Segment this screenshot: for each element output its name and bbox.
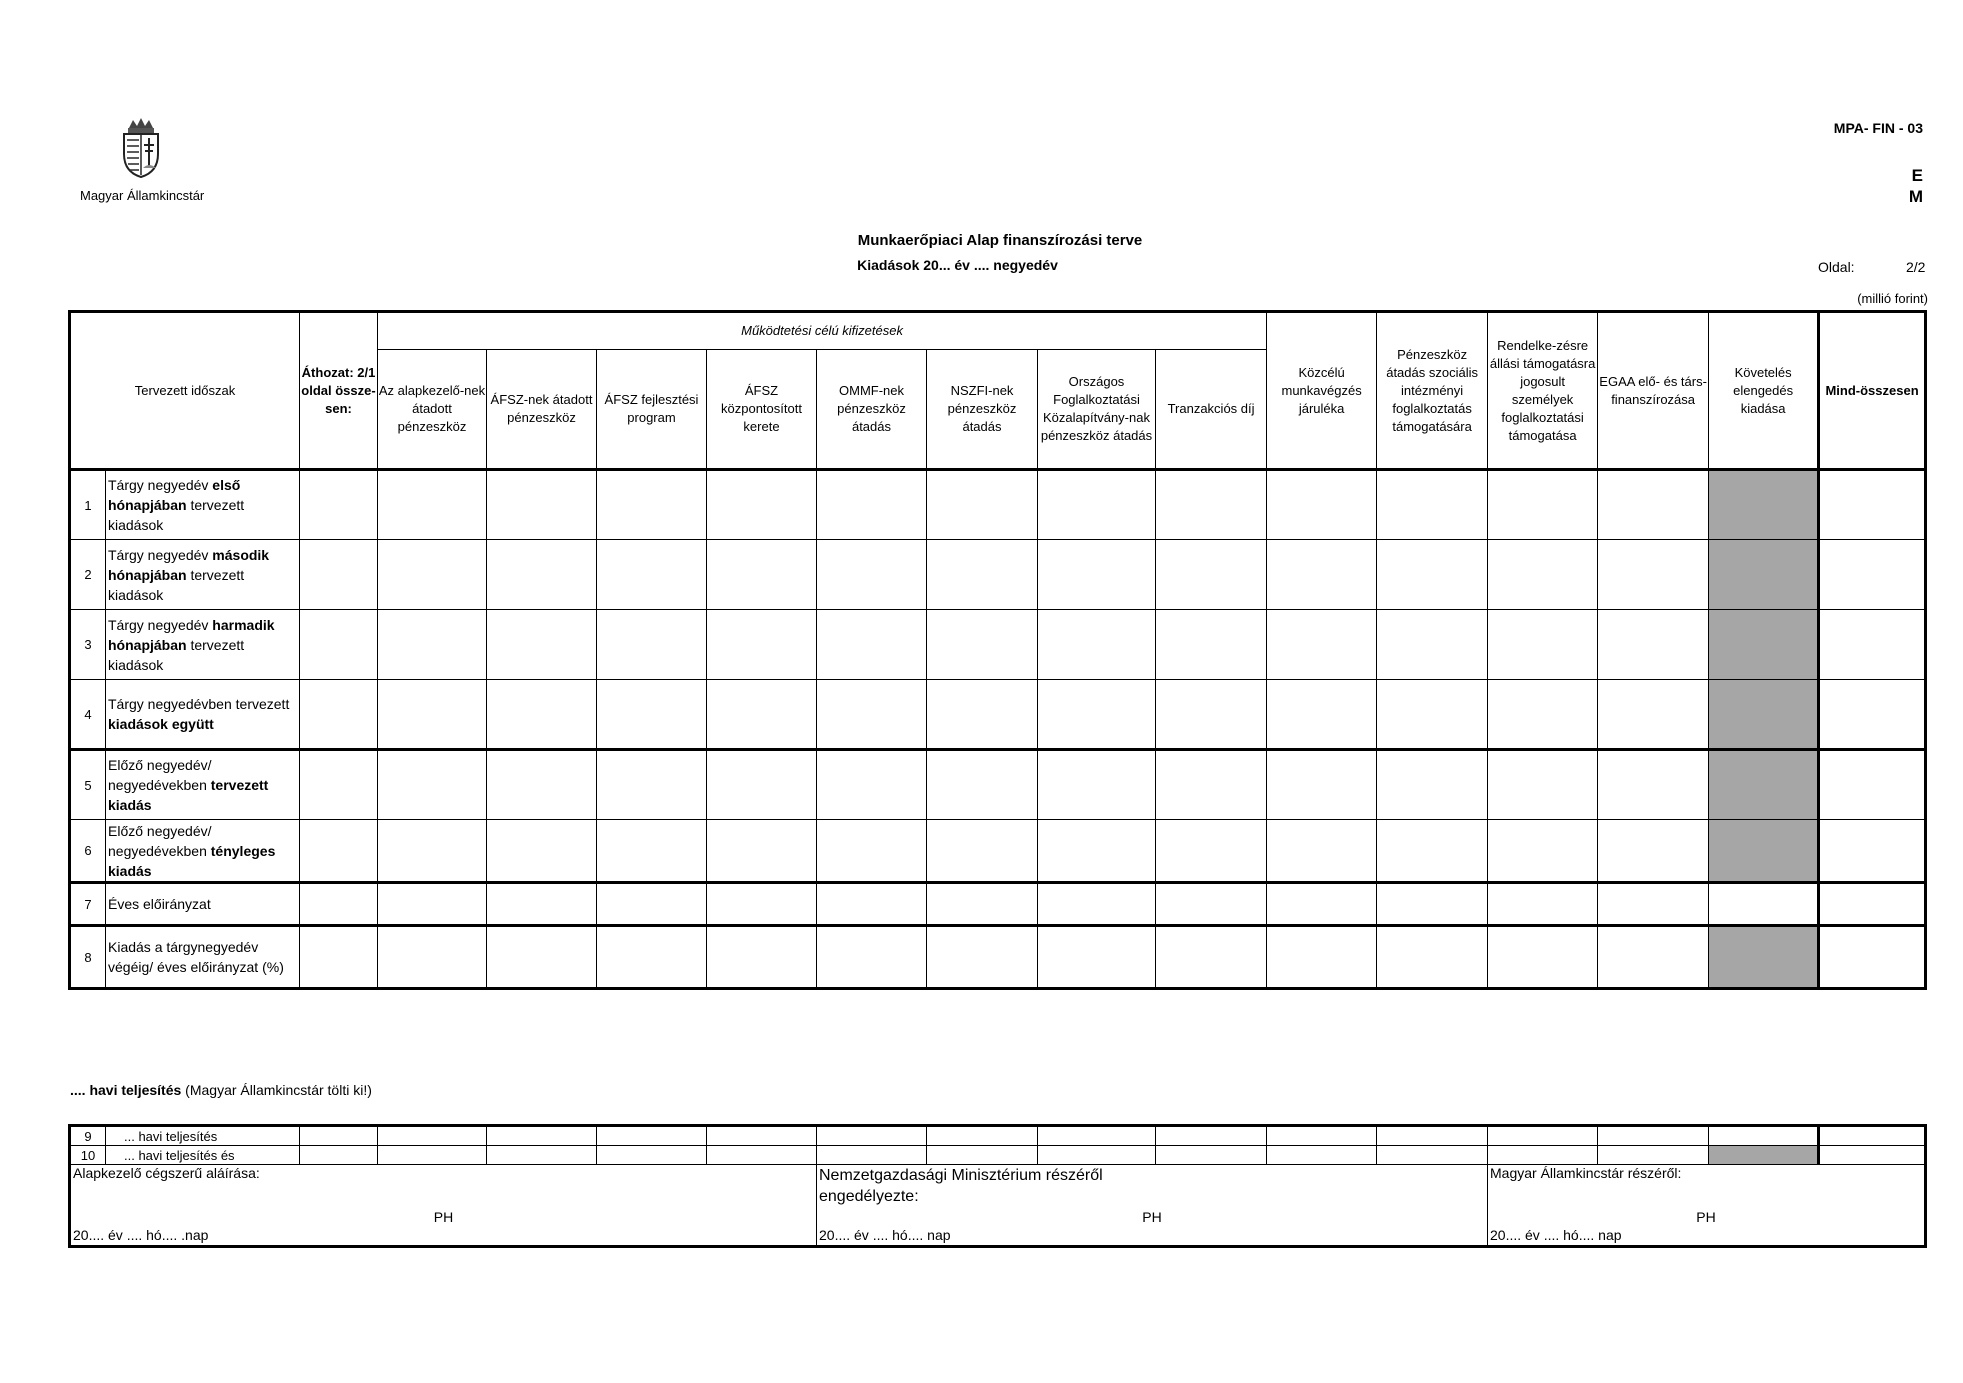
signature-block[interactable]	[70, 1165, 817, 1247]
header-sub-col: ÁFSZ központosított kerete	[707, 350, 817, 470]
document-subtitle: Kiadások 20... év .... negyedév	[857, 257, 1058, 273]
data-cell[interactable]	[487, 680, 597, 750]
row-label	[106, 750, 300, 820]
data-cell[interactable]	[378, 926, 487, 989]
data-cell[interactable]	[487, 750, 597, 820]
header-sub-col: ÁFSZ fejlesztési program	[597, 350, 707, 470]
data-cell[interactable]	[1709, 540, 1819, 610]
data-cell[interactable]	[1819, 820, 1926, 883]
data-cell[interactable]	[707, 820, 817, 883]
row-label	[106, 610, 300, 680]
row-number: 7	[70, 883, 106, 926]
data-cell[interactable]	[707, 1146, 817, 1165]
data-cell[interactable]	[1038, 470, 1156, 540]
monthly-note	[70, 1082, 372, 1098]
monthly-row-label: ... havi teljesítés és	[106, 1146, 300, 1165]
data-cell[interactable]	[817, 820, 927, 883]
data-cell[interactable]	[1156, 926, 1267, 989]
data-cell[interactable]	[1156, 883, 1267, 926]
data-cell[interactable]	[1377, 883, 1488, 926]
table-row	[70, 883, 1926, 926]
row-label	[106, 540, 300, 610]
data-cell[interactable]	[1267, 680, 1377, 750]
expenditure-table	[68, 310, 1927, 990]
data-cell[interactable]	[597, 470, 707, 540]
header-sub-col: Országos Foglalkoztatási Közalapítvány-nak pénzeszköz átadás	[1038, 350, 1156, 470]
data-cell[interactable]	[1038, 926, 1156, 989]
data-cell[interactable]	[1819, 610, 1926, 680]
monthly-row	[70, 1146, 1926, 1165]
monthly-note-bold: .... havi teljesítés	[70, 1082, 182, 1098]
data-cell[interactable]	[1038, 1126, 1156, 1146]
data-cell[interactable]	[1598, 883, 1709, 926]
data-cell[interactable]	[378, 1126, 487, 1146]
header-operational-group: Működtetési célú kifizetések	[378, 312, 1267, 350]
data-cell[interactable]	[487, 820, 597, 883]
row-number: 2	[70, 540, 106, 610]
row-label-post: tervezett kiadások	[108, 566, 245, 603]
row-label-pre: Tárgy negyedév	[108, 477, 213, 493]
data-cell[interactable]	[1377, 470, 1488, 540]
data-cell[interactable]	[1598, 926, 1709, 989]
data-cell[interactable]	[1598, 540, 1709, 610]
data-cell[interactable]	[1819, 680, 1926, 750]
unit-label: (millió forint)	[1857, 291, 1928, 306]
data-cell[interactable]	[1156, 680, 1267, 750]
data-cell[interactable]	[1377, 540, 1488, 610]
data-cell[interactable]	[817, 540, 927, 610]
data-cell[interactable]	[707, 470, 817, 540]
data-cell[interactable]	[597, 926, 707, 989]
signature-row	[70, 1165, 1926, 1247]
data-cell[interactable]	[1377, 680, 1488, 750]
data-cell[interactable]	[1377, 610, 1488, 680]
data-cell[interactable]	[487, 610, 597, 680]
data-cell[interactable]	[927, 926, 1038, 989]
data-cell[interactable]	[1267, 820, 1377, 883]
data-cell[interactable]	[1819, 750, 1926, 820]
data-cell[interactable]	[1038, 750, 1156, 820]
page-number: 2/2	[1906, 259, 1926, 275]
data-cell[interactable]	[707, 883, 817, 926]
data-cell[interactable]	[1038, 610, 1156, 680]
data-cell[interactable]	[300, 540, 378, 610]
row-number: 5	[70, 750, 106, 820]
header-availability-support: Rendelke-zésre állási támogatásra jogosult személyek foglalkoztatási támogatása	[1488, 312, 1598, 470]
signature-label: Alapkezelő cégszerű aláírása:	[73, 1165, 260, 1181]
data-cell[interactable]	[487, 470, 597, 540]
table-row	[70, 680, 1926, 750]
data-cell[interactable]	[707, 1126, 817, 1146]
data-cell[interactable]	[1598, 680, 1709, 750]
data-cell[interactable]	[1488, 470, 1598, 540]
row-label-pre: Tárgy negyedévben tervezett	[108, 696, 290, 712]
table-row	[70, 926, 1926, 989]
data-cell[interactable]	[597, 750, 707, 820]
data-cell[interactable]	[300, 883, 378, 926]
data-cell[interactable]	[1598, 470, 1709, 540]
data-cell[interactable]	[1598, 610, 1709, 680]
data-cell[interactable]	[1156, 750, 1267, 820]
data-cell[interactable]	[1819, 540, 1926, 610]
data-cell[interactable]	[1819, 1146, 1926, 1165]
table-row	[70, 470, 1926, 540]
data-cell[interactable]	[1377, 1146, 1488, 1165]
data-cell[interactable]	[487, 1126, 597, 1146]
row-number: 8	[70, 926, 106, 989]
data-cell[interactable]	[1156, 610, 1267, 680]
data-cell[interactable]	[927, 883, 1038, 926]
data-cell[interactable]	[1267, 540, 1377, 610]
data-cell[interactable]	[1488, 1126, 1598, 1146]
data-cell[interactable]	[1709, 1126, 1819, 1146]
row-label	[106, 680, 300, 750]
data-cell[interactable]	[300, 610, 378, 680]
row-label-bold: első hónapjában	[108, 477, 241, 513]
data-cell[interactable]	[378, 680, 487, 750]
data-cell[interactable]	[1377, 926, 1488, 989]
signature-block[interactable]	[817, 1165, 1488, 1247]
row-number: 9	[70, 1126, 106, 1146]
data-cell[interactable]	[487, 926, 597, 989]
data-cell[interactable]	[1377, 750, 1488, 820]
signature-label: Nemzetgazdasági Minisztérium részéről engedélyezte:	[819, 1167, 1103, 1205]
data-cell[interactable]	[817, 926, 927, 989]
data-cell[interactable]	[927, 470, 1038, 540]
data-cell[interactable]	[378, 883, 487, 926]
data-cell[interactable]	[300, 820, 378, 883]
signature-date: 20.... év .... hó.... .nap	[73, 1227, 209, 1243]
table-row	[70, 750, 1926, 820]
data-cell[interactable]	[1709, 610, 1819, 680]
data-cell[interactable]	[1598, 1146, 1709, 1165]
data-cell[interactable]	[300, 1146, 378, 1165]
data-cell[interactable]	[300, 1126, 378, 1146]
data-cell[interactable]	[817, 1126, 927, 1146]
monthly-row-label: ... havi teljesítés	[106, 1126, 300, 1146]
data-cell[interactable]	[817, 883, 927, 926]
data-cell[interactable]	[597, 820, 707, 883]
header-claim-waiver: Követelés elengedés kiadása	[1709, 312, 1819, 470]
signature-date: 20.... év .... hó.... nap	[819, 1227, 951, 1243]
data-cell[interactable]	[1267, 470, 1377, 540]
data-cell[interactable]	[300, 470, 378, 540]
row-label	[106, 926, 300, 989]
data-cell[interactable]	[1267, 1126, 1377, 1146]
data-cell[interactable]	[1488, 883, 1598, 926]
row-label-bold: második hónapjában	[108, 546, 270, 583]
row-label-bold: kiadások együtt	[108, 716, 214, 732]
data-cell[interactable]	[487, 883, 597, 926]
data-cell[interactable]	[927, 1146, 1038, 1165]
row-number: 3	[70, 610, 106, 680]
data-cell[interactable]	[927, 680, 1038, 750]
data-cell[interactable]	[817, 750, 927, 820]
data-cell[interactable]	[1488, 1146, 1598, 1165]
data-cell[interactable]	[597, 610, 707, 680]
data-cell[interactable]	[378, 820, 487, 883]
data-cell[interactable]	[597, 883, 707, 926]
signature-label: Magyar Államkincstár részéről:	[1490, 1165, 1682, 1181]
data-cell[interactable]	[300, 680, 378, 750]
data-cell[interactable]	[1709, 926, 1819, 989]
organization-name: Magyar Államkincstár	[80, 188, 205, 203]
data-cell[interactable]	[817, 680, 927, 750]
header-sub-col: NSZFI-nek pénzeszköz átadás	[927, 350, 1038, 470]
table-row	[70, 610, 1926, 680]
data-cell[interactable]	[1709, 680, 1819, 750]
data-cell[interactable]	[817, 470, 927, 540]
header-social-transfer: Pénzeszköz átadás szociális intézményi foglalkoztatás támogatására	[1377, 312, 1488, 470]
data-cell[interactable]	[1267, 883, 1377, 926]
row-label-bold: harmadik hónapjában	[108, 616, 275, 653]
data-cell[interactable]	[1267, 750, 1377, 820]
data-cell[interactable]	[817, 1146, 927, 1165]
data-cell[interactable]	[378, 540, 487, 610]
data-cell[interactable]	[1598, 1126, 1709, 1146]
em-line-1: E	[1911, 166, 1923, 185]
data-cell[interactable]	[1819, 1126, 1926, 1146]
data-cell[interactable]	[927, 750, 1038, 820]
data-cell[interactable]	[1488, 750, 1598, 820]
data-cell[interactable]	[1488, 820, 1598, 883]
table-row	[70, 820, 1926, 883]
monthly-signature-table	[68, 1124, 1927, 1248]
data-cell[interactable]	[1819, 470, 1926, 540]
row-number: 6	[70, 820, 106, 883]
signature-block[interactable]	[1488, 1165, 1926, 1247]
row-label-pre: Éves előirányzat	[108, 896, 211, 912]
data-cell[interactable]	[927, 610, 1038, 680]
em-line-2: M	[1908, 187, 1923, 206]
row-label-pre: Tárgy negyedév	[108, 616, 213, 633]
data-cell[interactable]	[927, 540, 1038, 610]
data-cell[interactable]	[817, 610, 927, 680]
row-label-bold: tervezett kiadás	[108, 777, 269, 813]
data-cell[interactable]	[707, 750, 817, 820]
data-cell[interactable]	[1038, 1146, 1156, 1165]
coat-of-arms-icon	[119, 118, 163, 178]
monthly-row	[70, 1126, 1926, 1146]
data-cell[interactable]	[597, 680, 707, 750]
row-label-pre: Előző negyedév/ negyedévekben	[108, 757, 212, 793]
data-cell[interactable]	[1819, 926, 1926, 989]
data-cell[interactable]	[1377, 1126, 1488, 1146]
data-cell[interactable]	[1267, 926, 1377, 989]
row-number: 10	[70, 1146, 106, 1165]
header-sub-col: Az alapkezelő-nek átadott pénzeszköz	[378, 350, 487, 470]
header-period: Tervezett időszak	[70, 312, 300, 470]
data-cell[interactable]	[1488, 540, 1598, 610]
data-cell[interactable]	[597, 1126, 707, 1146]
header-sub-col: Tranzakciós díj	[1156, 350, 1267, 470]
monthly-note-text: (Magyar Államkincstár tölti ki!)	[181, 1082, 372, 1098]
data-cell[interactable]	[1488, 610, 1598, 680]
data-cell[interactable]	[378, 1146, 487, 1165]
data-cell[interactable]	[1488, 680, 1598, 750]
data-cell[interactable]	[1377, 820, 1488, 883]
header-grand-total: Mind-összesen	[1819, 312, 1926, 470]
header-sub-col: OMMF-nek pénzeszköz átadás	[817, 350, 927, 470]
data-cell[interactable]	[1598, 750, 1709, 820]
data-cell[interactable]	[1038, 820, 1156, 883]
data-cell[interactable]	[300, 750, 378, 820]
table-row	[70, 540, 1926, 610]
data-cell[interactable]	[707, 680, 817, 750]
data-cell[interactable]	[487, 1146, 597, 1165]
header-egaa: EGAA elő- és társ-finanszírozása	[1598, 312, 1709, 470]
row-label-post: tervezett kiadások	[108, 497, 245, 533]
signature-date: 20.... év .... hó.... nap	[1490, 1227, 1622, 1243]
data-cell[interactable]	[1709, 820, 1819, 883]
em-mark	[1909, 165, 1923, 207]
data-cell[interactable]	[300, 926, 378, 989]
row-label-post: tervezett kiadások	[108, 636, 245, 673]
form-code: MPA- FIN - 03	[1833, 120, 1923, 136]
header-carryover: Áthozat: 2/1 oldal össze-sen:	[300, 312, 378, 470]
data-cell[interactable]	[927, 820, 1038, 883]
data-cell[interactable]	[1709, 750, 1819, 820]
data-cell[interactable]	[1156, 820, 1267, 883]
data-cell[interactable]	[927, 1126, 1038, 1146]
data-cell[interactable]	[707, 610, 817, 680]
stamp-placeholder: PH	[433, 1209, 454, 1225]
row-label	[106, 470, 300, 540]
data-cell[interactable]	[1038, 680, 1156, 750]
data-cell[interactable]	[1598, 820, 1709, 883]
document-title: Munkaerőpiaci Alap finanszírozási terve	[857, 232, 1143, 249]
data-cell[interactable]	[1156, 470, 1267, 540]
page-label: Oldal:	[1818, 259, 1855, 275]
data-cell[interactable]	[1709, 1146, 1819, 1165]
data-cell[interactable]	[597, 1146, 707, 1165]
row-label	[106, 883, 300, 926]
data-cell[interactable]	[1709, 883, 1819, 926]
data-cell[interactable]	[1156, 1146, 1267, 1165]
stamp-placeholder: PH	[1696, 1209, 1716, 1225]
data-cell[interactable]	[378, 470, 487, 540]
header-public-work: Közcélú munkavégzés járuléka	[1267, 312, 1377, 470]
row-label-pre: Tárgy negyedév	[108, 546, 213, 563]
data-cell[interactable]	[1156, 540, 1267, 610]
data-cell[interactable]	[707, 540, 817, 610]
data-cell[interactable]	[378, 750, 487, 820]
stamp-placeholder: PH	[1142, 1209, 1162, 1225]
data-cell[interactable]	[487, 540, 597, 610]
row-label-pre: Előző negyedév/ negyedévekben	[108, 822, 212, 859]
row-number: 1	[70, 470, 106, 540]
data-cell[interactable]	[378, 610, 487, 680]
data-cell[interactable]	[707, 926, 817, 989]
data-cell[interactable]	[1038, 540, 1156, 610]
data-cell[interactable]	[1819, 883, 1926, 926]
row-number: 4	[70, 680, 106, 750]
data-cell[interactable]	[1267, 610, 1377, 680]
data-cell[interactable]	[597, 540, 707, 610]
row-label	[106, 820, 300, 883]
data-cell[interactable]	[1156, 1126, 1267, 1146]
data-cell[interactable]	[1038, 883, 1156, 926]
data-cell[interactable]	[1488, 926, 1598, 989]
row-label-pre: Kiadás a tárgynegyedév végéig/ éves előirányzat (%)	[108, 939, 284, 975]
data-cell[interactable]	[1709, 470, 1819, 540]
row-label-bold: tényleges kiadás	[108, 842, 276, 879]
data-cell[interactable]	[1267, 1146, 1377, 1165]
header-sub-col: ÁFSZ-nek átadott pénzeszköz	[487, 350, 597, 470]
